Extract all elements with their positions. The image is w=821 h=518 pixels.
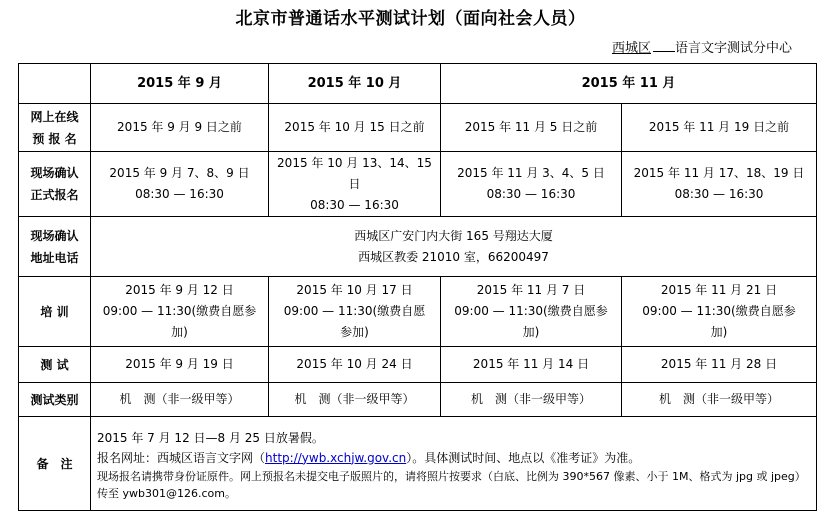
onsite-label-2: 正式报名 xyxy=(30,188,79,202)
training-time-tail: 加) xyxy=(171,325,188,339)
training-cell xyxy=(269,277,441,347)
notes-photo: 现场报名请携带身份证原件。网上预报名未提交电子版照片的，请将照片按要求（白底、比例为 390*567 像素、小于 1M、格式为 jpg 或 jpeg）传至 ywb301@126.com。 xyxy=(97,469,806,500)
document-title: 北京市普通话水平测试计划（面向社会人员） xyxy=(235,9,586,29)
notes-label: 备 注 xyxy=(19,417,91,511)
onsite-dates: 2015 年 9 月 7、8、9 日 xyxy=(109,166,250,180)
training-date: 2015 年 9 月 12 日 xyxy=(125,283,234,297)
test-date: 2015 年 11 月 28 日 xyxy=(622,347,817,383)
notes-website xyxy=(97,448,812,468)
notes-row xyxy=(19,417,817,511)
category-cell: 机 测（非一级甲等） xyxy=(269,383,441,417)
online-row xyxy=(19,104,817,152)
training-cell xyxy=(441,277,622,347)
training-date: 2015 年 11 月 21 日 xyxy=(660,283,778,297)
training-cell xyxy=(622,277,817,347)
header-corner xyxy=(19,64,91,104)
address-label-2: 地址电话 xyxy=(30,250,79,265)
onsite-time: 08:30 — 16:30 xyxy=(674,187,764,201)
address-label xyxy=(19,217,91,277)
training-time: 09:00 — 11:30(缴费自愿参 xyxy=(642,304,796,318)
test-date: 2015 年 11 月 14 日 xyxy=(441,347,622,383)
address-row xyxy=(19,217,817,277)
address-line: 西城区广安门内大街 165 号翔达大厦 xyxy=(354,228,553,243)
onsite-label-1: 现场确认 xyxy=(30,166,79,180)
address-label-1: 现场确认 xyxy=(30,228,79,243)
header-row xyxy=(19,64,817,104)
website-link[interactable]: http://ywb.xchjw.gov.cn xyxy=(265,450,407,465)
onsite-dates: 2015 年 10 月 13、14、15 日 xyxy=(277,155,432,191)
subtitle-district: 西城区 xyxy=(611,41,651,56)
online-cell: 2015 年 11 月 5 日之前 xyxy=(441,104,622,152)
category-row xyxy=(19,383,817,417)
phone-line: 西城区教委 21010 室，66200497 xyxy=(358,249,549,264)
header-oct: 2015 年 10 月 xyxy=(269,64,441,104)
training-time-tail: 参加) xyxy=(340,325,369,339)
onsite-dates: 2015 年 11 月 3、4、5 日 xyxy=(457,166,605,180)
notes-website-suffix: ）。具体测试时间、地点以《准考证》为准。 xyxy=(406,450,641,465)
onsite-label xyxy=(19,152,91,217)
online-cell: 2015 年 11 月 19 日之前 xyxy=(622,104,817,152)
training-time-tail: 加) xyxy=(522,325,540,339)
test-date: 2015 年 10 月 24 日 xyxy=(269,347,441,383)
category-cell: 机 测（非一级甲等） xyxy=(441,383,622,417)
subtitle xyxy=(555,37,792,56)
training-time: 09:00 — 11:30(缴费自愿 xyxy=(283,304,426,318)
training-date: 2015 年 11 月 7 日 xyxy=(476,283,586,297)
subtitle-underline xyxy=(653,39,675,52)
onsite-cell xyxy=(91,152,269,217)
test-date: 2015 年 9 月 19 日 xyxy=(91,347,269,383)
onsite-time: 08:30 — 16:30 xyxy=(486,187,576,201)
category-cell: 机 测（非一级甲等） xyxy=(622,383,817,417)
header-nov: 2015 年 11 月 xyxy=(441,64,817,104)
notes-cell xyxy=(91,417,817,511)
schedule-table xyxy=(18,63,817,511)
address-cell xyxy=(91,217,817,277)
online-cell: 2015 年 9 月 9 日之前 xyxy=(91,104,269,152)
onsite-cell xyxy=(441,152,622,217)
notes-vacation: 2015 年 7 月 12 日—8 月 25 日放暑假。 xyxy=(97,430,324,445)
onsite-cell xyxy=(269,152,441,217)
notes-website-prefix: 报名网址：西城区语言文字网（ xyxy=(97,450,266,465)
onsite-time: 08:30 — 16:30 xyxy=(310,197,399,212)
training-row xyxy=(19,277,817,347)
training-date: 2015 年 10 月 17 日 xyxy=(296,283,413,297)
header-sep: 2015 年 9 月 xyxy=(91,64,269,104)
online-label-1: 网上在线 xyxy=(30,109,79,124)
onsite-cell xyxy=(622,152,817,217)
training-time: 09:00 — 11:30(缴费自愿参 xyxy=(102,304,257,318)
onsite-time: 08:30 — 16:30 xyxy=(135,187,224,201)
onsite-dates: 2015 年 11 月 17、18、19 日 xyxy=(633,166,805,180)
training-label: 培 训 xyxy=(19,277,91,347)
online-label-2: 预 报 名 xyxy=(32,131,77,146)
subtitle-center: 语言文字测试分中心 xyxy=(675,41,793,56)
test-label: 测 试 xyxy=(19,347,91,383)
onsite-row xyxy=(19,152,817,217)
training-time-tail: 加) xyxy=(710,325,728,339)
training-time: 09:00 — 11:30(缴费自愿参 xyxy=(454,304,608,318)
test-row xyxy=(19,347,817,383)
online-label xyxy=(19,104,91,152)
category-cell: 机 测（非一级甲等） xyxy=(91,383,269,417)
training-cell xyxy=(91,277,269,347)
online-cell: 2015 年 10 月 15 日之前 xyxy=(269,104,441,152)
category-label: 测试类别 xyxy=(19,383,91,417)
